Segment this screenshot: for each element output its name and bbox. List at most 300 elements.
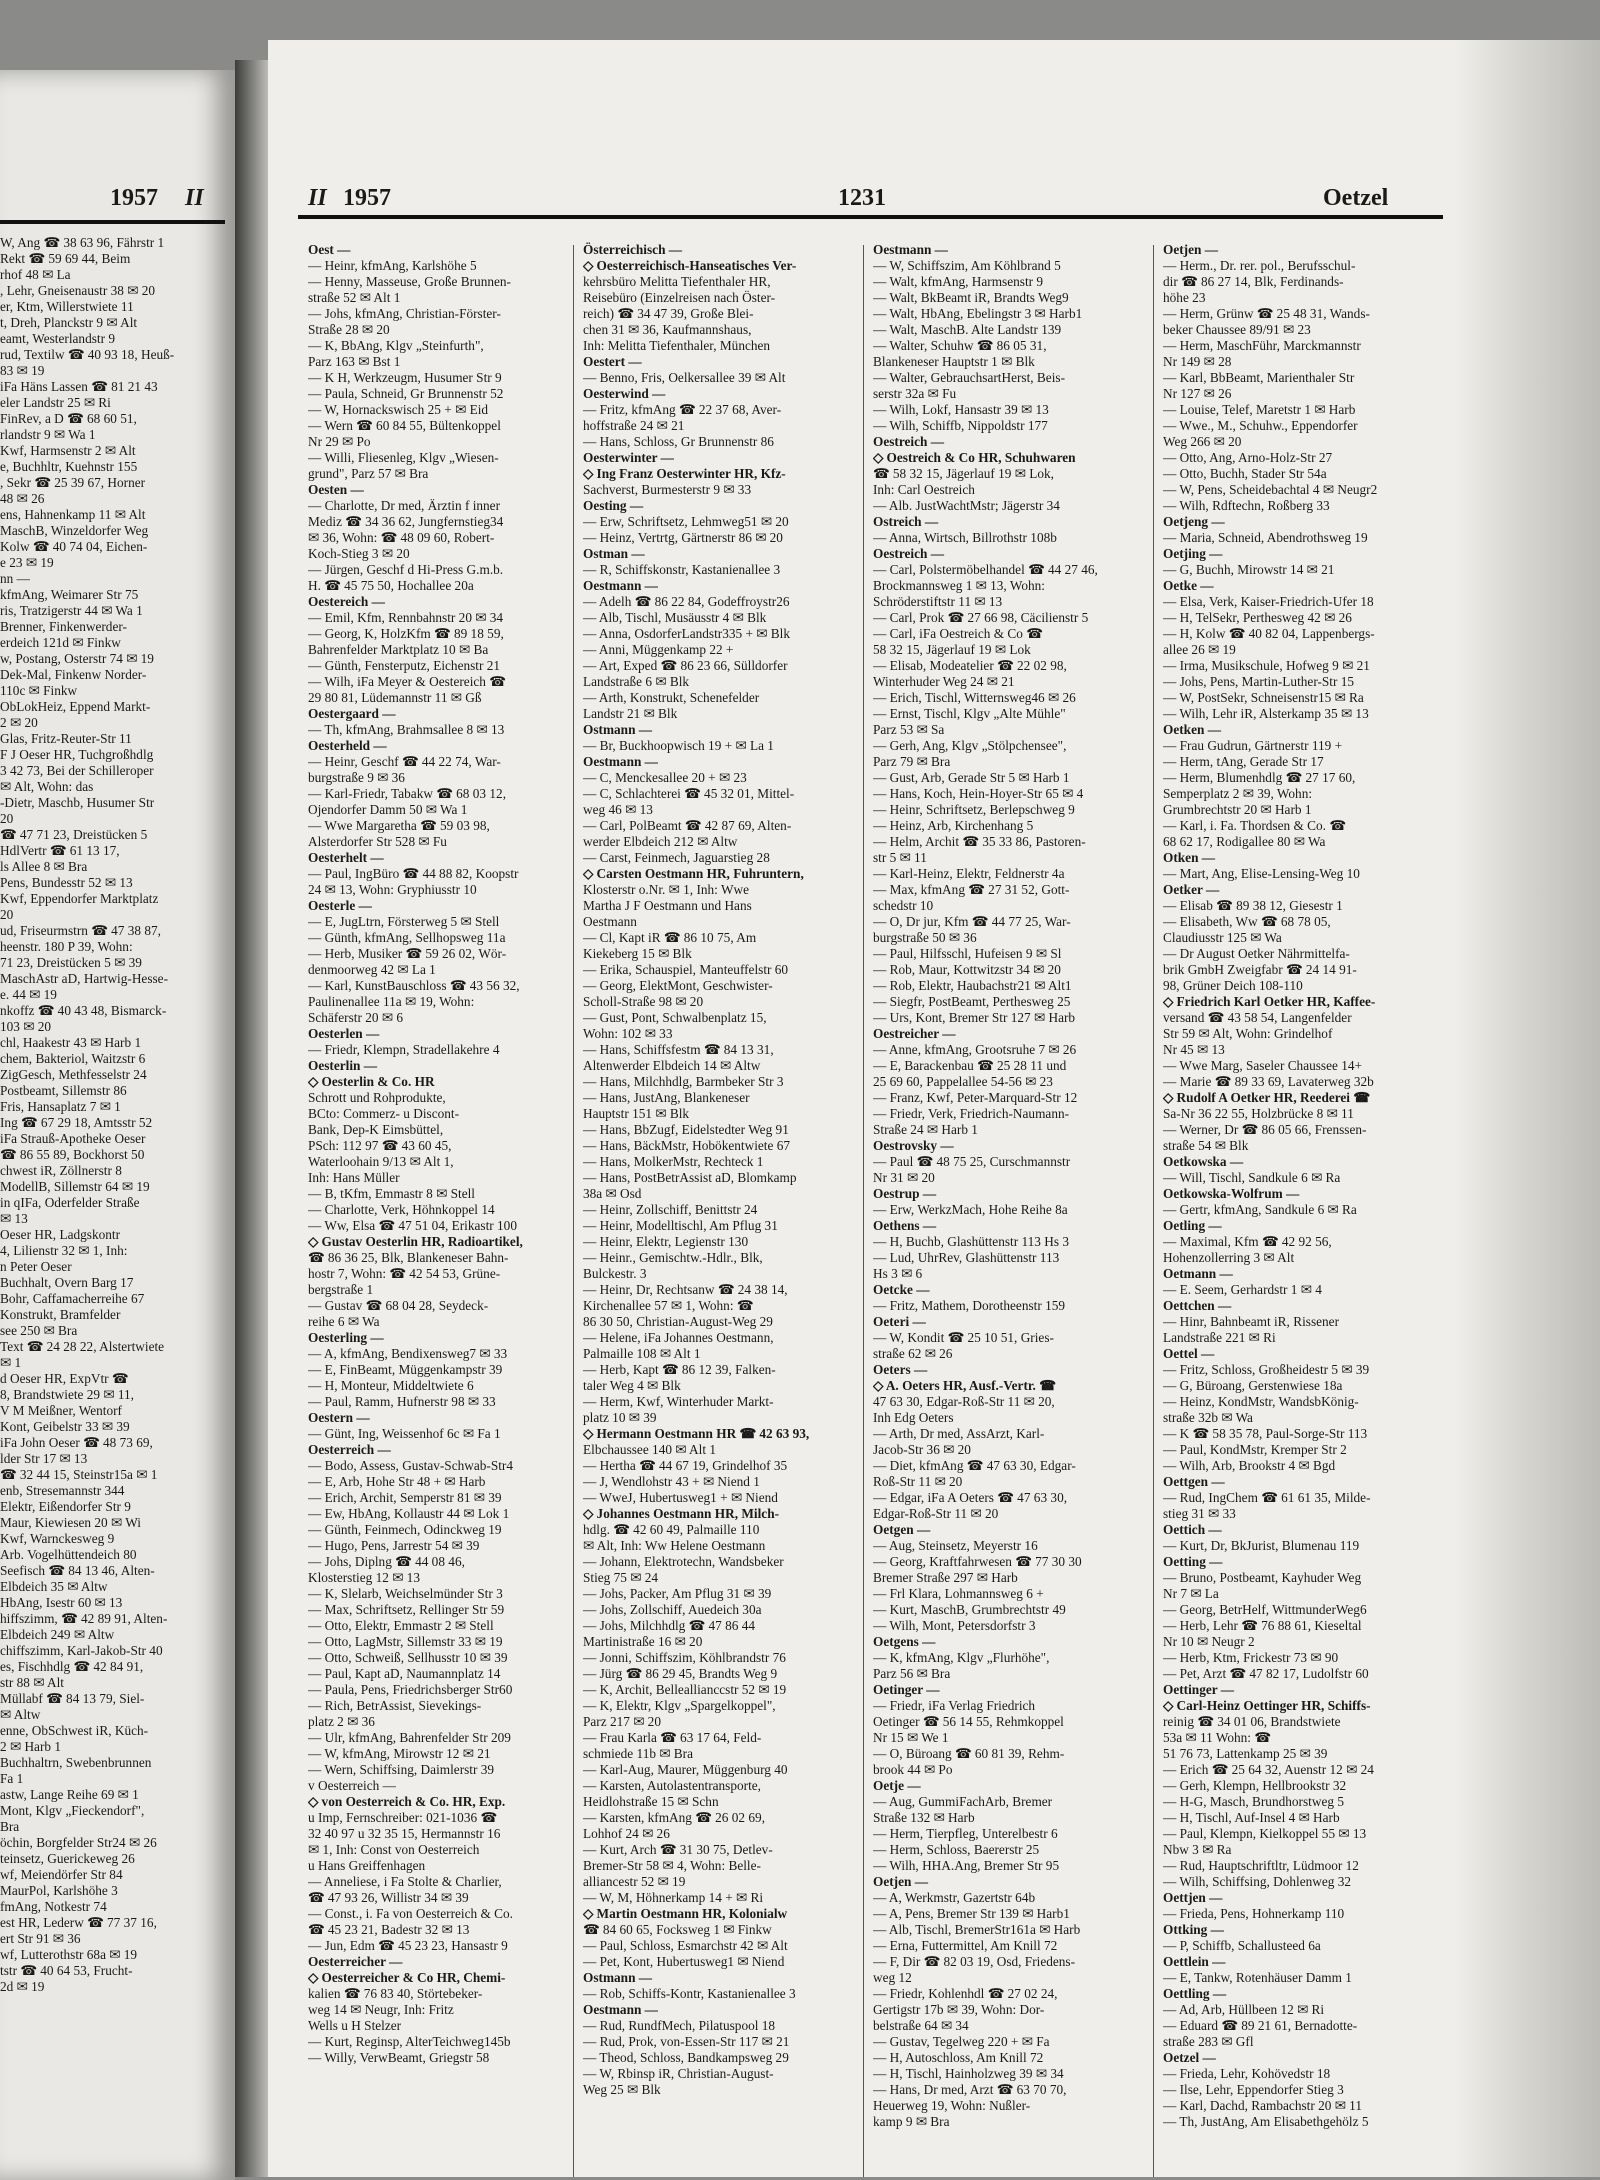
directory-entry-line: 47 63 30, Edgar-Roß-Str 11 ✉ 20, (873, 1394, 1055, 1409)
directory-entry-line: Oesting — (583, 498, 644, 513)
directory-entry-line: — Wilh, Mont, Petersdorfstr 3 (873, 1618, 1036, 1633)
directory-entry-line: teinsetz, Guerickeweg 26 (0, 1851, 135, 1866)
column-separator (863, 245, 864, 2177)
directory-entry-line: Schäferstr 20 ✉ 6 (308, 1010, 403, 1025)
directory-entry-line: — H-G, Masch, Brundhorstweg 5 (1163, 1794, 1344, 1809)
directory-entry-line: kalien ☎ 76 83 40, Störtebeker- (308, 1986, 483, 2001)
directory-entry-line: — Wilh, Schiffb, Nippoldstr 177 (873, 418, 1048, 433)
directory-entry-line: Klosterstr o.Nr. ✉ 1, Inh: Wwe (583, 882, 750, 897)
directory-entry-line: — Hertha ☎ 44 67 19, Grindelhof 35 (583, 1458, 788, 1473)
directory-entry-line: Buchhaltrn, Swebenbrunnen (0, 1755, 152, 1770)
directory-entry-line: — Wilh, HHA.Ang, Bremer Str 95 (873, 1858, 1060, 1873)
directory-entry-line: 20 (0, 907, 14, 922)
directory-entry-line: Nr 149 ✉ 28 (1163, 354, 1232, 369)
directory-entry-line: Heidlohstraße 15 ✉ Schn (583, 1794, 719, 1809)
directory-entry-line: — Hans, Milchhdlg, Barmbeker Str 3 (583, 1074, 784, 1089)
directory-entry-line: Oetker — (1163, 882, 1220, 897)
directory-entry-line: — Elisabeth, Ww ☎ 68 78 05, (1163, 914, 1331, 929)
directory-entry-line: ◇ Oestreich & Co HR, Schuhwaren (873, 450, 1076, 465)
directory-entry-line: — Johann, Elektrotechn, Wandsbeker (583, 1554, 784, 1569)
directory-entry-line: str 5 ✉ 11 (873, 850, 927, 865)
directory-entry-line: e 23 ✉ 19 (0, 555, 54, 570)
directory-entry-line: — A, Werkmstr, Gazertstr 64b (873, 1890, 1036, 1905)
directory-entry-line: — W, M, Höhnerkamp 14 + ✉ Ri (583, 1890, 764, 1905)
directory-entry-line: — Anna, Wirtsch, Billrothstr 108b (873, 530, 1057, 545)
directory-entry-line: astw, Lange Reihe 69 ✉ 1 (0, 1787, 139, 1802)
directory-entry-line: ◇ Carl-Heinz Oettinger HR, Schiffs- (1163, 1698, 1371, 1713)
directory-entry-line: iFa Häns Lassen ☎ 81 21 43 (0, 379, 158, 394)
directory-entry-line: u Hans Greiffenhagen (308, 1858, 426, 1873)
directory-entry-line: 8, Brandstwiete 29 ✉ 11, (0, 1387, 134, 1402)
directory-entry-line: PSch: 112 97 ☎ 43 60 45, (308, 1138, 452, 1153)
directory-entry-line: Nr 10 ✉ Neugr 2 (1163, 1634, 1255, 1649)
directory-entry-line: Bremer-Str 58 ✉ 4, Wohn: Belle- (583, 1858, 761, 1873)
directory-entry-line: — Kurt, Dr, BkJurist, Blumenau 119 (1163, 1538, 1360, 1553)
directory-entry-line: ✉ Alt, Inh: Ww Helene Oestmann (583, 1538, 766, 1553)
directory-entry-line: Ottking — (1163, 1922, 1224, 1937)
directory-entry-line: Oetcke — (873, 1282, 930, 1297)
directory-entry-line: 2d ✉ 19 (0, 1979, 45, 1994)
directory-entry-line: Parz 217 ✉ 20 (583, 1714, 661, 1729)
directory-entry-line: Oetmann — (1163, 1266, 1233, 1281)
directory-entry-line: — W, Rbinsp iR, Christian-August- (583, 2066, 774, 2081)
directory-entry-line: — Paula, Pens, Friedrichsberger Str60 (308, 1682, 513, 1697)
directory-entry-line: — Günth, kfmAng, Sellhopsweg 11a (308, 930, 506, 945)
directory-entry-line: — Erich, Tischl, Witternsweg46 ✉ 26 (873, 690, 1076, 705)
directory-entry-line: ◇ A. Oeters HR, Ausf.-Vertr. ☎ (873, 1378, 1056, 1393)
directory-entry-line: Oettel — (1163, 1346, 1215, 1361)
directory-entry-line: Otken — (1163, 850, 1216, 865)
directory-entry-line: Oetinger ☎ 56 14 55, Rehmkoppel (873, 1714, 1064, 1729)
directory-entry-line: Postbeamt, Sillemstr 86 (0, 1083, 127, 1098)
directory-entry-line: — Mart, Ang, Elise-Lensing-Weg 10 (1163, 866, 1360, 881)
directory-entry-line: Kirchenallee 57 ✉ 1, Wohn: ☎ (583, 1298, 754, 1313)
directory-entry-line: — O, Büroang ☎ 60 81 39, Rehm- (873, 1746, 1065, 1761)
directory-entry-line: 53a ✉ 11 Wohn: ☎ (1163, 1730, 1271, 1745)
directory-entry-line: Landstraße 221 ✉ Ri (1163, 1330, 1276, 1345)
directory-entry-line: MaurPol, Karlshöhe 3 (0, 1883, 118, 1898)
directory-entry-line: — Frieda, Pens, Hohnerkamp 110 (1163, 1906, 1345, 1921)
directory-entry-line: — Paul, Klempn, Kielkoppel 55 ✉ 13 (1163, 1826, 1367, 1841)
directory-entry-line: Ostmann — (583, 722, 653, 737)
directory-entry-line: — Erw, Schriftsetz, Lehmweg51 ✉ 20 (583, 514, 789, 529)
right-page (268, 40, 1600, 2177)
directory-entry-line: Kolw ☎ 40 74 04, Eichen- (0, 539, 148, 554)
directory-entry-line: — Jun, Edm ☎ 45 23 23, Hansastr 9 (308, 1938, 508, 1953)
directory-entry-line: Oesterwinter — (583, 450, 674, 465)
directory-entry-line: iFa Strauß-Apotheke Oeser (0, 1131, 146, 1146)
directory-entry-line: chiffszimm, Karl-Jakob-Str 40 (0, 1643, 163, 1658)
directory-entry-line: — Rud, IngChem ☎ 61 61 35, Milde- (1163, 1490, 1371, 1505)
directory-entry-line: — Johs, Milchhdlg ☎ 47 86 44 (583, 1618, 756, 1633)
directory-entry-line: — Heinr, Schriftsetz, Berlepschweg 9 (873, 802, 1075, 817)
directory-entry-line: — H, TelSekr, Perthesweg 42 ✉ 26 (1163, 610, 1352, 625)
directory-entry-line: schedstr 10 (873, 898, 934, 913)
directory-entry-line: Kwf, Harmsenstr 2 ✉ Alt (0, 443, 136, 458)
directory-entry-line: — Hans, BäckMstr, Hobökentwiete 67 (583, 1138, 791, 1153)
directory-entry-line: Schröderstiftstr 11 ✉ 13 (873, 594, 1003, 609)
directory-entry-line: Oesterreicher — (308, 1954, 403, 1969)
directory-entry-line: — Kurt, MaschB, Grumbrechtstr 49 (873, 1602, 1066, 1617)
directory-entry-line: Jacob-Str 36 ✉ 20 (873, 1442, 971, 1457)
directory-entry-line: — Hans, PostBetrAssist aD, Blomkamp (583, 1170, 797, 1185)
directory-entry-line: Seefisch ☎ 84 13 46, Alten- (0, 1563, 155, 1578)
directory-entry-line: — Charlotte, Verk, Höhnkoppel 14 (308, 1202, 495, 1217)
directory-entry-line: Oestert — (583, 354, 642, 369)
directory-entry-line: 51 76 73, Lattenkamp 25 ✉ 39 (1163, 1746, 1328, 1761)
directory-entry-line: — Walt, MaschB. Alte Landstr 139 (873, 322, 1062, 337)
directory-entry-line: MaschAstr aD, Hartwig-Hesse- (0, 971, 169, 986)
directory-entry-line: — Marie ☎ 89 33 69, Lavaterweg 32b (1163, 1074, 1374, 1089)
directory-entry-line: — Diet, kfmAng ☎ 47 63 30, Edgar- (873, 1458, 1076, 1473)
directory-entry-line: Oetkowska-Wolfrum — (1163, 1186, 1300, 1201)
directory-entry-line: — H, Monteur, Middeltwiete 6 (308, 1378, 474, 1393)
directory-entry-line: ☎ 84 60 65, Focksweg 1 ✉ Finkw (583, 1922, 772, 1937)
directory-entry-line: Martha J F Oestmann und Hans (583, 898, 752, 913)
directory-entry-line: platz 10 ✉ 39 (583, 1410, 657, 1425)
directory-entry-line: — Lud, UhrRev, Glashüttenstr 113 (873, 1250, 1060, 1265)
directory-entry-line: — C, Schlachterei ☎ 45 32 01, Mittel- (583, 786, 795, 801)
directory-entry-line: lder Str 17 ✉ 13 (0, 1451, 88, 1466)
directory-entry-line: ◇ Ing Franz Oesterwinter HR, Kfz- (583, 466, 786, 481)
directory-entry-line: — Ww, Elsa ☎ 47 51 04, Erikastr 100 (308, 1218, 517, 1233)
directory-entry-line: Konstrukt, Bramfelder (0, 1307, 121, 1322)
directory-column-3 (873, 242, 1133, 2130)
directory-entry-line: Oestmann (583, 914, 637, 929)
directory-entry-line: Koch-Stieg 3 ✉ 20 (308, 546, 410, 561)
directory-entry-line: Nr 29 ✉ Po (308, 434, 371, 449)
directory-entry-line: F J Oeser HR, Tuchgroßhdlg (0, 747, 154, 762)
directory-entry-line: Inh: Hans Müller (308, 1170, 400, 1185)
directory-entry-line: werder Elbdeich 212 ✉ Altw (583, 834, 738, 849)
directory-entry-line: — Erich ☎ 25 64 32, Auenstr 12 ✉ 24 (1163, 1762, 1374, 1777)
directory-entry-line: — Fritz, Mathem, Dorotheenstr 159 (873, 1298, 1066, 1313)
directory-entry-line: — Heinr, kfmAng, Karlshöhe 5 (308, 258, 477, 273)
directory-entry-line: ☎ 47 93 26, Willistr 34 ✉ 39 (308, 1890, 469, 1905)
directory-entry-line: Bremer Straße 297 ✉ Harb (873, 1570, 1018, 1585)
left-page-section: II (185, 185, 204, 211)
directory-entry-line: — H, Tischl, Hainholzweg 39 ✉ 34 (873, 2066, 1064, 2081)
directory-entry-line: hostr 7, Wohn: ☎ 42 54 53, Grüne- (308, 1266, 501, 1281)
directory-entry-line: — Elsa, Verk, Kaiser-Friedrich-Ufer 18 (1163, 594, 1374, 609)
directory-column-1 (308, 242, 568, 2066)
directory-entry-line: — E, Arb, Hohe Str 48 + ✉ Harb (308, 1474, 486, 1489)
directory-entry-line: t, Dreh, Planckstr 9 ✉ Alt (0, 315, 138, 330)
directory-entry-line: -Dietr, Maschb, Husumer Str (0, 795, 155, 810)
directory-entry-line: — Karl, BbBeamt, Marienthaler Str (1163, 370, 1355, 385)
directory-entry-line: ens, Hahnenkamp 11 ✉ Alt (0, 507, 146, 522)
directory-entry-line: Bohr, Caffamacherreihe 67 (0, 1291, 145, 1306)
directory-entry-line: ☎ 86 36 25, Blk, Blankeneser Bahn- (308, 1250, 509, 1265)
directory-entry-line: Oetkowska — (1163, 1154, 1244, 1169)
directory-entry-line: Oettchen — (1163, 1298, 1232, 1313)
directory-entry-line: alliancestr 52 ✉ 19 (583, 1874, 686, 1889)
directory-entry-line: hoffstraße 24 ✉ 21 (583, 418, 685, 433)
directory-entry-line: — Johs, Pens, Martin-Luther-Str 15 (1163, 674, 1355, 689)
directory-entry-line: Oetjen — (873, 1874, 929, 1889)
directory-column-4 (1163, 242, 1423, 2130)
directory-entry-line: 38a ✉ Osd (583, 1186, 642, 1201)
directory-entry-line: iFa John Oeser ☎ 48 73 69, (0, 1435, 153, 1450)
directory-entry-line: — A, kfmAng, Bendixensweg7 ✉ 33 (308, 1346, 508, 1361)
directory-entry-line: — Jürgen, Geschf d Hi-Press G.m.b. (308, 562, 504, 577)
directory-entry-line: Oestreich — (873, 546, 945, 561)
directory-entry-line: — Anne, kfmAng, Grootsruhe 7 ✉ 26 (873, 1042, 1077, 1057)
directory-entry-line: — Th, kfmAng, Brahmsallee 8 ✉ 13 (308, 722, 505, 737)
directory-entry-line: reihe 6 ✉ Wa (308, 1314, 380, 1329)
directory-entry-line: Oestern — (308, 1410, 370, 1425)
directory-entry-line: — Wern, Schiffsing, Daimlerstr 39 (308, 1762, 495, 1777)
directory-entry-line: allee 26 ✉ 19 (1163, 642, 1236, 657)
directory-entry-line: Oestrovsky — (873, 1138, 954, 1153)
directory-entry-line: Oettinger — (1163, 1682, 1235, 1697)
directory-entry-line: — Carl, Prok ☎ 27 66 98, Cäcilienstr 5 (873, 610, 1089, 625)
directory-entry-line: — Georg, Kraftfahrwesen ☎ 77 30 30 (873, 1554, 1082, 1569)
directory-entry-line: 86 30 50, Christian-August-Weg 29 (583, 1314, 773, 1329)
directory-entry-line: Oestmann — (873, 242, 948, 257)
directory-entry-line: — Gustav, Tegelweg 220 + ✉ Fa (873, 2034, 1050, 2049)
directory-entry-line: Straße 24 ✉ Harb 1 (873, 1122, 978, 1137)
directory-entry-line: Rekt ☎ 59 69 44, Beim (0, 251, 131, 266)
directory-entry-line: Weg 266 ✉ 20 (1163, 434, 1242, 449)
directory-entry-line: in qIFa, Oderfelder Straße (0, 1195, 140, 1210)
directory-entry-line: — Rud, RundfMech, Pilatuspool 18 (583, 2018, 776, 2033)
directory-entry-line: — K H, Werkzeugm, Husumer Str 9 (308, 370, 502, 385)
directory-entry-line: Nr 31 ✉ 20 (873, 1170, 935, 1185)
directory-entry-line: ls Allee 8 ✉ Bra (0, 859, 88, 874)
directory-entry-line: — Hans, MolkerMstr, Rechteck 1 (583, 1154, 764, 1169)
directory-entry-line: — Karl-Heinz, Elektr, Feldnerstr 4a (873, 866, 1065, 881)
directory-entry-line: ◇ von Oesterreich & Co. HR, Exp. (308, 1794, 506, 1809)
directory-entry-line: 4, Lilienstr 32 ✉ 1, Inh: (0, 1243, 128, 1258)
directory-entry-line: — Walter, Schuhw ☎ 86 05 31, (873, 338, 1047, 353)
directory-entry-line: ✉ Alt, Wohn: das (0, 779, 94, 794)
directory-entry-line: 98, Grüner Deich 108-110 (1163, 978, 1303, 993)
directory-entry-line: Oetje — (873, 1778, 921, 1793)
directory-entry-line: Maur, Kiewiesen 20 ✉ Wi (0, 1515, 141, 1530)
directory-entry-line: — B, tKfm, Emmastr 8 ✉ Stell (308, 1186, 476, 1201)
directory-entry-line: Pens, Bundesstr 52 ✉ 13 (0, 875, 133, 890)
directory-entry-line: Waterloohain 9/13 ✉ Alt 1, (308, 1154, 454, 1169)
directory-entry-line: Oettjen — (1163, 1890, 1223, 1905)
directory-entry-line: Inh Edg Oeters (873, 1410, 954, 1425)
directory-entry-line: — Walt, BkBeamt iR, Brandts Weg9 (873, 290, 1069, 305)
header-rule (298, 215, 1443, 219)
directory-entry-line: chl, Haakestr 43 ✉ Harb 1 (0, 1035, 142, 1050)
directory-entry-line: reinig ☎ 34 01 06, Brandstwiete (1163, 1714, 1341, 1729)
directory-entry-line: enne, ObSchwest iR, Küch- (0, 1723, 149, 1738)
directory-entry-line: Elbdeich 249 ✉ Altw (0, 1627, 115, 1642)
directory-entry-line: — Rich, BetrAssist, Sievekings- (308, 1698, 482, 1713)
directory-entry-line: — Rob, Maur, Kottwitzstr 34 ✉ 20 (873, 962, 1061, 977)
directory-entry-line: ✉ 1, Inh: Const von Oesterreich (308, 1842, 480, 1857)
directory-entry-line: — O, Dr jur, Kfm ☎ 44 77 25, War- (873, 914, 1071, 929)
directory-entry-line: Oeser HR, Ladgskontr (0, 1227, 121, 1242)
directory-entry-line: — Hans, BbZugf, Eidelstedter Weg 91 (583, 1122, 789, 1137)
directory-entry-line: Grumbrechtstr 20 ✉ Harb 1 (1163, 802, 1312, 817)
directory-entry-line: Elbdeich 35 ✉ Altw (0, 1579, 108, 1594)
directory-entry-line: rud, Textilw ☎ 40 93 18, Heuß- (0, 347, 175, 362)
directory-entry-line: Oetzel — (1163, 2050, 1216, 2065)
directory-entry-line: Roß-Str 11 ✉ 20 (873, 1474, 963, 1489)
directory-entry-line: straße 54 ✉ Blk (1163, 1138, 1249, 1153)
directory-entry-line: ✉ Altw (0, 1707, 41, 1722)
directory-entry-line: — Elisab ☎ 89 38 12, Giesestr 1 (1163, 898, 1343, 913)
page-number: 1231 (838, 185, 886, 211)
directory-entry-line: — Theod, Schloss, Bandkampsweg 29 (583, 2050, 789, 2065)
directory-entry-line: beker Chaussee 89/91 ✉ 23 (1163, 322, 1311, 337)
directory-entry-line: — Carst, Feinmech, Jaguarstieg 28 (583, 850, 770, 865)
directory-entry-line: Kwf, Eppendorfer Marktplatz (0, 891, 159, 906)
directory-entry-line: — Otto, Buchh, Stader Str 54a (1163, 466, 1327, 481)
directory-entry-line: — Karl, i. Fa. Thordsen & Co. ☎ (1163, 818, 1346, 833)
directory-entry-line: weg 46 ✉ 13 (583, 802, 653, 817)
directory-entry-line: Ojendorfer Damm 50 ✉ Wa 1 (308, 802, 468, 817)
directory-entry-line: Landstr 21 ✉ Blk (583, 706, 678, 721)
directory-entry-line: — W, Pens, Scheidebachtal 4 ✉ Neugr2 (1163, 482, 1378, 497)
directory-entry-line: e, Buchhltr, Kuehnstr 155 (0, 459, 138, 474)
directory-entry-line: eler Landstr 25 ✉ Ri (0, 395, 111, 410)
directory-entry-line: Landstraße 6 ✉ Blk (583, 674, 690, 689)
directory-entry-line: nkoffz ☎ 40 43 48, Bismarck- (0, 1003, 167, 1018)
directory-entry-line: — Anneliese, i Fa Stolte & Charlier, (308, 1874, 502, 1889)
directory-entry-line: — Aug, GummiFachArb, Bremer (873, 1794, 1053, 1809)
directory-entry-line: — Paul, Ramm, Hufnerstr 98 ✉ 33 (308, 1394, 496, 1409)
directory-entry-line: — H, Kolw ☎ 40 82 04, Lappenbergs- (1163, 626, 1375, 641)
directory-entry-line: Ostman — (583, 546, 645, 561)
directory-entry-line: 25 69 60, Pappelallee 54-56 ✉ 23 (873, 1074, 1053, 1089)
directory-entry-line: — Heinr, Elektr, Legienstr 130 (583, 1234, 749, 1249)
directory-entry-line: 103 ✉ 20 (0, 1019, 52, 1034)
directory-entry-line: 32 40 97 u 32 35 15, Hermannstr 16 (308, 1826, 501, 1841)
directory-entry-line: Brenner, Finkenwerder- (0, 619, 127, 634)
directory-entry-line: heenstr. 180 P 39, Wohn: (0, 939, 133, 954)
directory-entry-line: FinRev, a D ☎ 68 60 51, (0, 411, 137, 426)
directory-entry-line: — Paul, IngBüro ☎ 44 88 82, Koopstr (308, 866, 519, 881)
directory-entry-line: ud, Friseurmstrn ☎ 47 38 87, (0, 923, 161, 938)
directory-entry-line: Oesterreich — (308, 1442, 391, 1457)
directory-entry-line: 3 42 73, Bei der Schilleroper (0, 763, 154, 778)
directory-entry-line: — Günth, Feinmech, Odinckweg 19 (308, 1522, 502, 1537)
directory-entry-line: — K, Archit, Belleallianccstr 52 ✉ 19 (583, 1682, 787, 1697)
directory-entry-line: — Kurt, Reginsp, AlterTeichweg145b (308, 2034, 511, 2049)
directory-entry-line: Nr 127 ✉ 26 (1163, 386, 1232, 401)
directory-entry-line: Müllabf ☎ 84 13 79, Siel- (0, 1691, 145, 1706)
directory-entry-line: Oesterling — (308, 1330, 384, 1345)
directory-entry-line: — Helene, iFa Johannes Oestmann, (583, 1330, 774, 1345)
directory-entry-line: — Otto, LagMstr, Sillemstr 33 ✉ 19 (308, 1634, 503, 1649)
directory-entry-line: Kiekeberg 15 ✉ Blk (583, 946, 692, 961)
directory-entry-line: — Johs, Diplng ☎ 44 08 46, (308, 1554, 465, 1569)
directory-entry-line: er, Ktm, Willerstwiete 11 (0, 299, 134, 314)
directory-entry-line: — Wilh, Lehr iR, Alsterkamp 35 ✉ 13 (1163, 706, 1369, 721)
directory-entry-line: — Hans, Dr med, Arzt ☎ 63 70 70, (873, 2082, 1067, 2097)
directory-entry-line: — Anna, OsdorferLandstr335 + ✉ Blk (583, 626, 790, 641)
directory-entry-line: Wells u H Stelzer (308, 2018, 402, 2033)
directory-entry-line: — H, Autoschloss, Am Knill 72 (873, 2050, 1044, 2065)
directory-entry-line: — Hans, Schloss, Gr Brunnenstr 86 (583, 434, 774, 449)
directory-entry-line: — Gust, Pont, Schwalbenplatz 15, (583, 1010, 767, 1025)
directory-entry-line: — Heinr, Dr, Rechtsanw ☎ 24 38 14, (583, 1282, 788, 1297)
directory-entry-line: — Max, Schriftsetz, Rellinger Str 59 (308, 1602, 505, 1617)
directory-entry-line: — Herm, Kwf, Winterhuder Markt- (583, 1394, 774, 1409)
directory-entry-line: — E. Seem, Gerhardstr 1 ✉ 4 (1163, 1282, 1322, 1297)
directory-entry-line: — Hugo, Pens, Jarrestr 54 ✉ 39 (308, 1538, 480, 1553)
directory-entry-line: — E, Tankw, Rotenhäuser Damm 1 (1163, 1970, 1352, 1985)
directory-entry-line: ◇ Hermann Oestmann HR ☎ 42 63 93, (583, 1426, 810, 1441)
directory-entry-line: — Max, kfmAng ☎ 27 31 52, Gott- (873, 882, 1070, 897)
directory-entry-line: — Carl, PolBeamt ☎ 42 87 69, Alten- (583, 818, 792, 833)
directory-entry-line: — Heinr, Modelltischl, Am Pflug 31 (583, 1218, 778, 1233)
directory-entry-line: — Erika, Schauspiel, Manteuffelstr 60 (583, 962, 789, 977)
directory-entry-line: ◇ Johannes Oestmann HR, Milch- (583, 1506, 780, 1521)
directory-entry-line: chwest iR, Zöllnerstr 8 (0, 1163, 122, 1178)
directory-entry-line: Kwf, Warnckesweg 9 (0, 1531, 115, 1546)
directory-entry-line: Elbchaussee 140 ✉ Alt 1 (583, 1442, 717, 1457)
directory-entry-line: Oesterle — (308, 898, 372, 913)
directory-entry-line: ✉ 13 (0, 1211, 28, 1226)
directory-entry-line: chem, Bakteriol, Waitzstr 6 (0, 1051, 146, 1066)
directory-entry-line: — Friedr, iFa Verlag Friedrich (873, 1698, 1036, 1713)
directory-entry-line: — Wern ☎ 60 84 55, Bültenkoppel (308, 418, 501, 433)
directory-entry-line: — Ew, HbAng, Kollaustr 44 ✉ Lok 1 (308, 1506, 510, 1521)
directory-entry-line: Wohn: 102 ✉ 33 (583, 1026, 673, 1041)
directory-entry-line: Fa 1 (0, 1771, 24, 1786)
directory-entry-line: Sachverst, Burmesterstr 9 ✉ 33 (583, 482, 752, 497)
directory-entry-line: Straße 132 ✉ Harb (873, 1810, 975, 1825)
directory-entry-line: Hs 3 ✉ 6 (873, 1266, 923, 1281)
directory-entry-line: ◇ Oesterlin & Co. HR (308, 1074, 435, 1089)
directory-entry-line: Brockmannsweg 1 ✉ 13, Wohn: (873, 578, 1045, 593)
directory-entry-line: — G, Buchh, Mirowstr 14 ✉ 21 (1163, 562, 1335, 577)
directory-entry-line: Oettgen — (1163, 1474, 1225, 1489)
directory-entry-line: — E, Barackenbau ☎ 25 28 11 und (873, 1058, 1067, 1073)
directory-entry-line: Nr 15 ✉ We 1 (873, 1730, 949, 1745)
directory-entry-line: rlandstr 9 ✉ Wa 1 (0, 427, 96, 442)
directory-entry-line: ◇ Carsten Oestmann HR, Fuhruntern, (583, 866, 804, 881)
directory-entry-line: Oesterlin — (308, 1058, 378, 1073)
directory-entry-line: — Herm, tAng, Gerade Str 17 (1163, 754, 1324, 769)
directory-entry-line: straße 62 ✉ 26 (873, 1346, 953, 1361)
directory-entry-line: ◇ Oesterreichisch-Hanseatisches Ver- (583, 258, 797, 273)
directory-entry-line: Nr 45 ✉ 13 (1163, 1042, 1225, 1057)
directory-entry-line: — Ulr, kfmAng, Bahrenfelder Str 209 (308, 1730, 511, 1745)
directory-entry-line: — W, kfmAng, Mirowstr 12 ✉ 21 (308, 1746, 491, 1761)
directory-entry-line: Kont, Geibelstr 33 ✉ 39 (0, 1419, 130, 1434)
directory-entry-line: — Walt, kfmAng, Harmsenstr 9 (873, 274, 1044, 289)
directory-entry-line: Semperplatz 2 ✉ 39, Wohn: (1163, 786, 1313, 801)
directory-entry-line: hiffszimm, ☎ 42 89 91, Alten- (0, 1611, 168, 1626)
directory-entry-line: — Herb, Lehr ☎ 76 88 61, Kieseltal (1163, 1618, 1362, 1633)
directory-entry-line: 29 80 81, Lüdemannstr 11 ✉ Gß (308, 690, 482, 705)
directory-entry-line: — Heinr, Geschf ☎ 44 22 74, War- (308, 754, 501, 769)
directory-entry-line: straße 283 ✉ Gfl (1163, 2034, 1254, 2049)
directory-entry-line: — Paul, Kapt aD, Naumannplatz 14 (308, 1666, 501, 1681)
directory-entry-line: — Karl, KunstBauschloss ☎ 43 56 32, (308, 978, 520, 993)
directory-entry-line: — Benno, Fris, Oelkersallee 39 ✉ Alt (583, 370, 786, 385)
directory-entry-line: — Herm, Blumenhdlg ☎ 27 17 60, (1163, 770, 1356, 785)
directory-entry-line: Straße 28 ✉ 20 (308, 322, 390, 337)
directory-entry-line: Oestmann — (583, 2002, 658, 2017)
directory-entry-line: Oetjen — (1163, 242, 1219, 257)
directory-entry-line: Inh: Carl Oestreich (873, 482, 975, 497)
directory-entry-line: — Frau Karla ☎ 63 17 64, Feld- (583, 1730, 762, 1745)
directory-entry-line: — Wwe., M., Schuhw., Eppendorfer (1163, 418, 1358, 433)
directory-entry-line: — Gerh, Ang, Klgv „Stölpchensee", (873, 738, 1067, 753)
directory-entry-line: ☎ 32 44 15, Steinstr15a ✉ 1 (0, 1467, 158, 1482)
directory-entry-line: — Jonni, Schiffszim, Köhlbrandstr 76 (583, 1650, 786, 1665)
directory-entry-line: — P, Schiffb, Schallusteed 6a (1163, 1938, 1321, 1953)
